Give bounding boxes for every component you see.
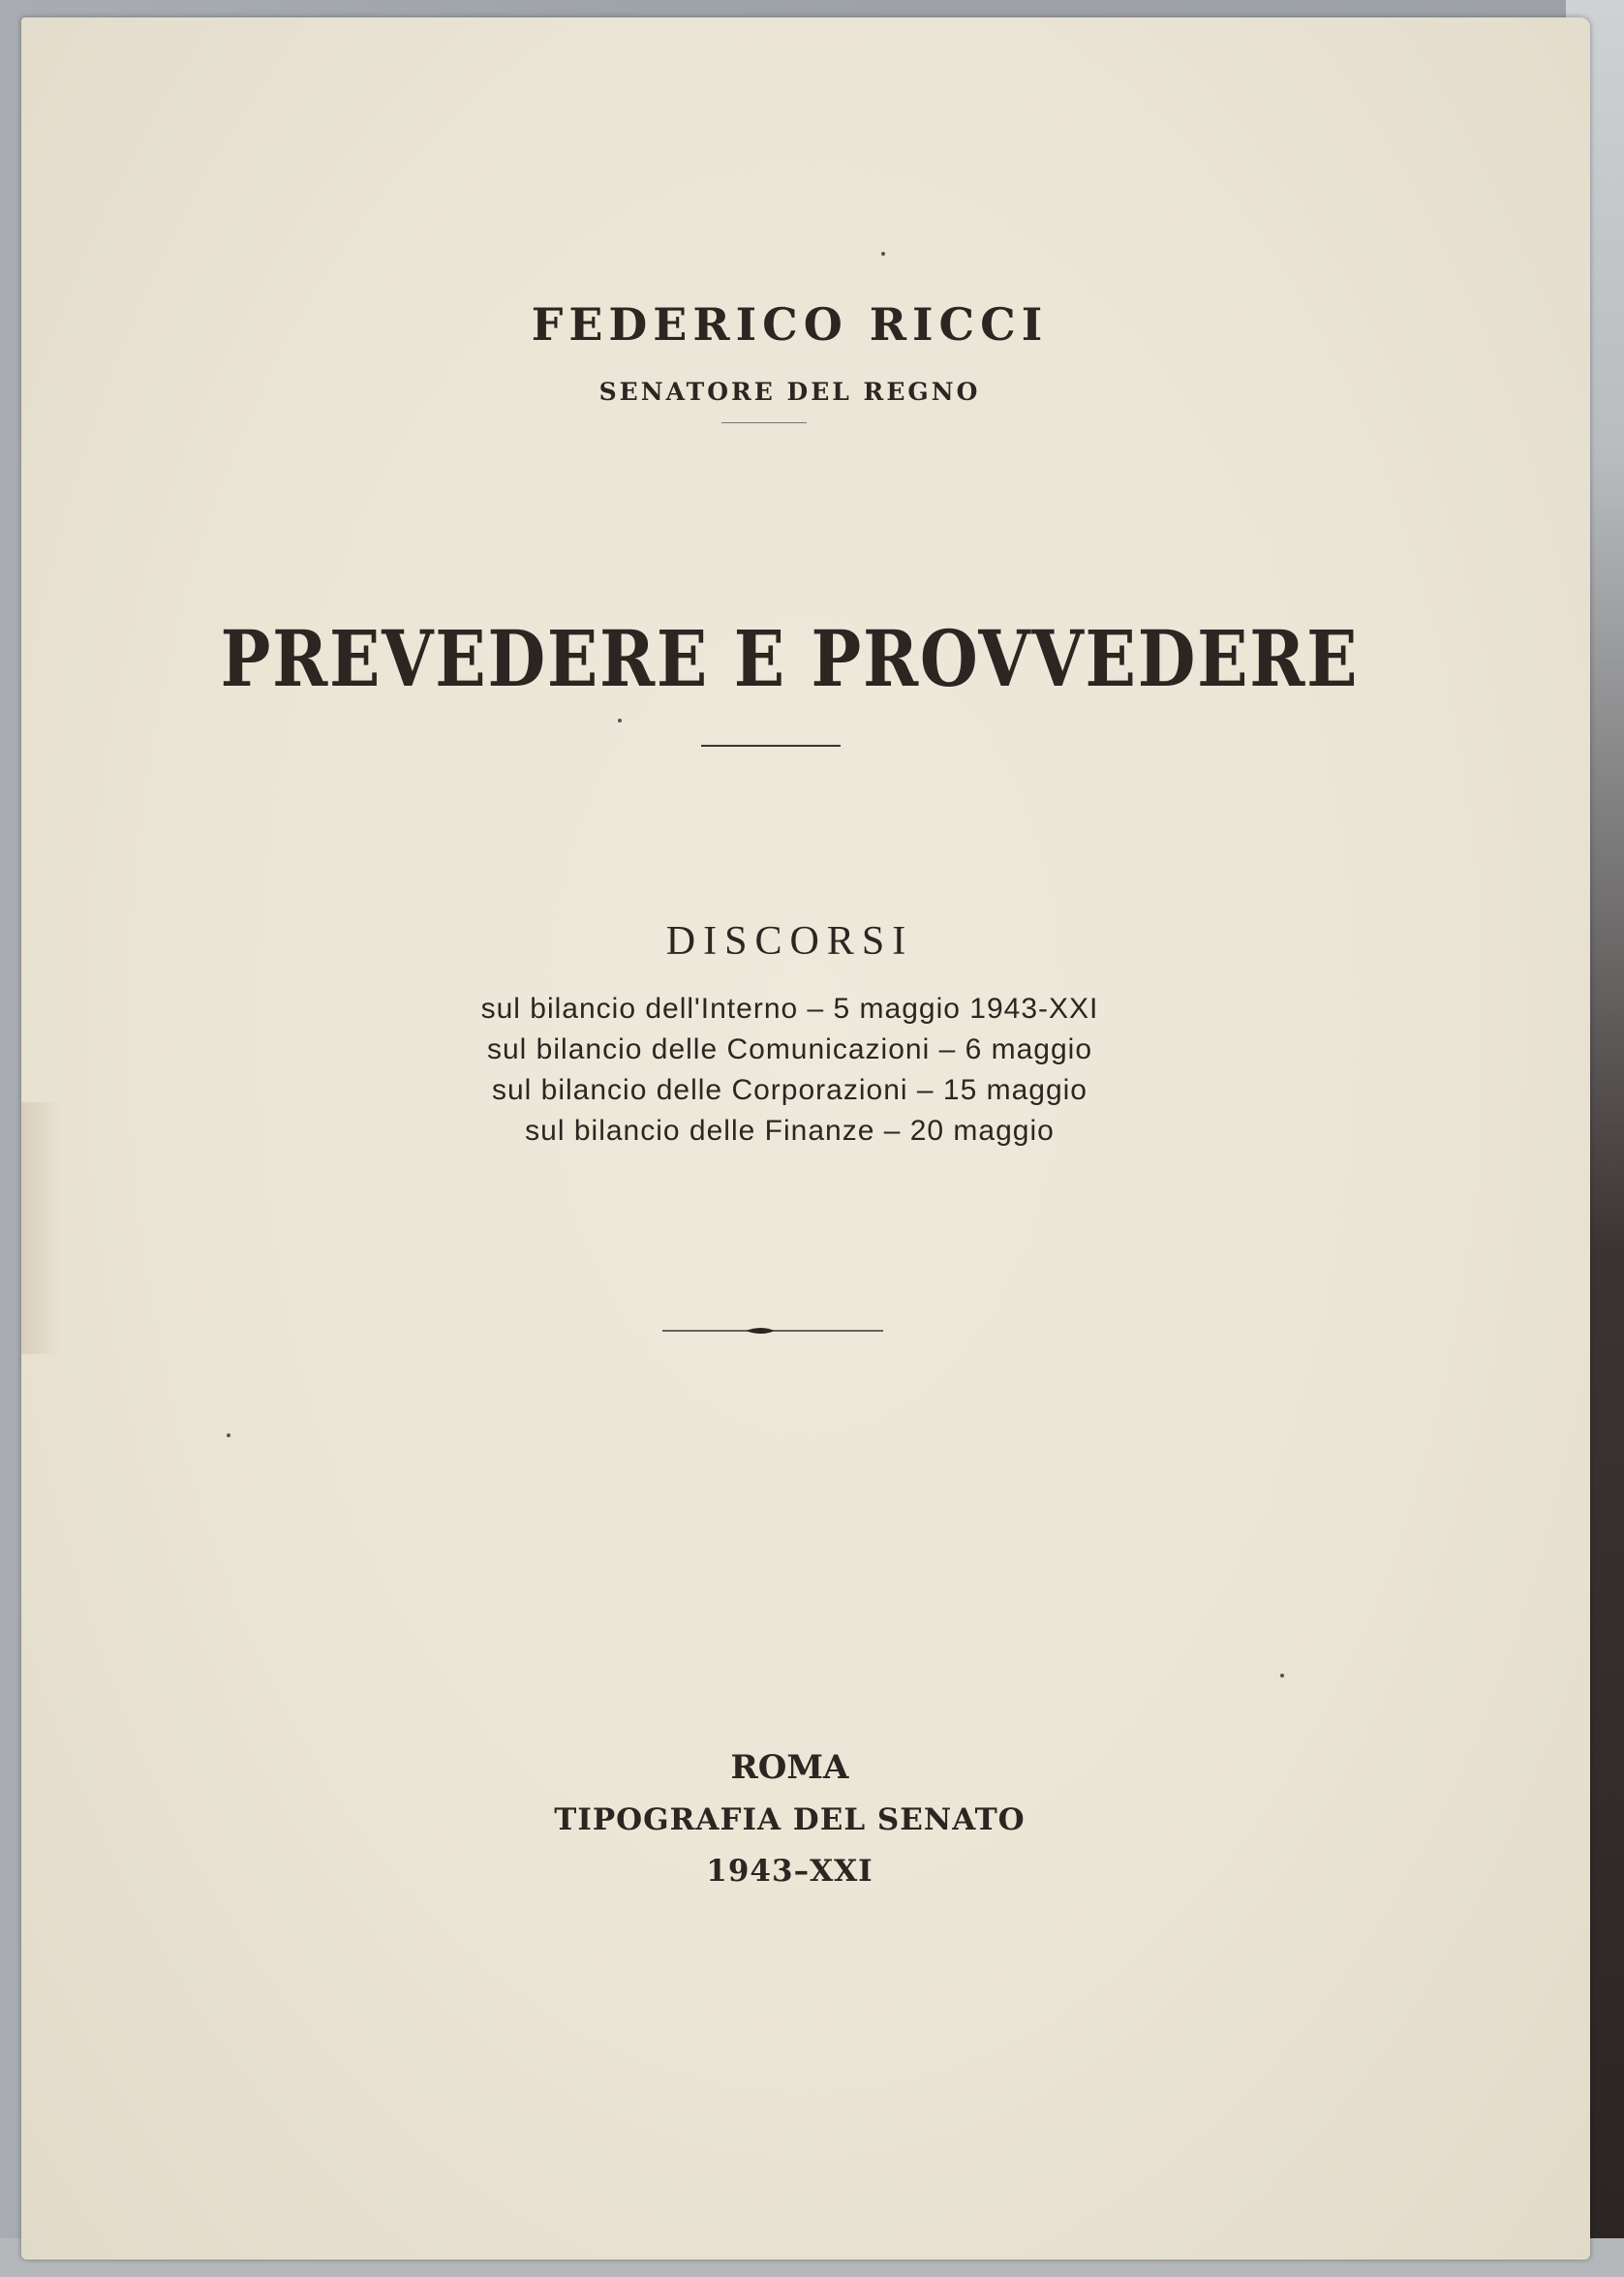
section-heading: DISCORSI	[665, 919, 914, 964]
paper-speck	[618, 719, 622, 723]
document-page	[21, 17, 1590, 2260]
imprint-publisher: TIPOGRAFIA DEL SENATO	[554, 1802, 1026, 1837]
paper-speck	[1280, 1674, 1284, 1677]
imprint-city: ROMA	[730, 1748, 849, 1787]
document-title: PREVEDERE E PROVVEDERE	[220, 613, 1360, 704]
divider-rule	[701, 745, 841, 747]
speech-item: sul bilancio dell'Interno – 5 maggio 1943-XXI	[480, 993, 1099, 1025]
speech-item: sul bilancio delle Corporazioni – 15 maggio	[491, 1074, 1088, 1106]
author-name: FEDERICO RICCI	[531, 298, 1049, 351]
divider-rule	[721, 422, 807, 423]
speech-item: sul bilancio delle Comunicazioni – 6 maggio	[487, 1033, 1092, 1065]
speech-list	[21, 989, 1558, 1152]
paper-speck	[881, 252, 885, 256]
ornament-divider	[662, 1323, 883, 1339]
paper-speck	[227, 1433, 230, 1437]
author-role: SENATORE DEL REGNO	[598, 378, 981, 406]
speech-item: sul bilancio delle Finanze – 20 maggio	[525, 1115, 1055, 1147]
imprint-year: 1943–XXI	[706, 1854, 873, 1889]
